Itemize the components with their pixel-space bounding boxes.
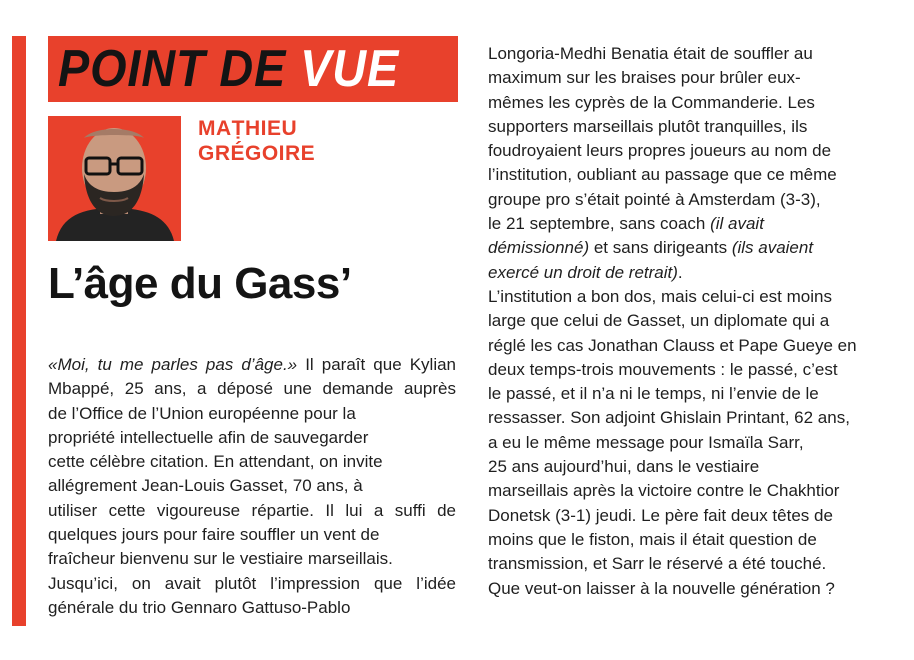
italic-aside: (il avait — [710, 214, 764, 234]
rubric-title — [58, 40, 399, 98]
text-line: mêmes les cyprès de la Commanderie. Les — [488, 92, 815, 112]
text-line: allégrement Jean-Louis Gasset, 70 ans, à — [48, 476, 363, 496]
text-line: L’institution a bon dos, mais celui-ci est moins — [488, 286, 832, 306]
text-line: Jusqu’ici, on avait plutôt l’impression que l’idée — [48, 573, 456, 593]
text-line: 25 ans aujourd’hui, dans le vestiaire — [488, 457, 760, 477]
text-line: ressasser. Son adjoint Ghislain Printant, 62 ans, — [488, 408, 850, 428]
text-line: marseillais après la victoire contre le Chakhtior — [488, 481, 840, 501]
text-line: foudroyaient leurs propres joueurs au nom de — [488, 141, 832, 161]
text-line: maximum sur les braises pour brûler eux- — [488, 68, 801, 88]
text-line: deux temps-trois mouvements : le passé, c’est — [488, 359, 838, 379]
italic-aside: démissionné) — [488, 238, 590, 258]
text-line: supporters marseillais plutôt tranquilles, ils — [488, 116, 808, 136]
text-line: cette célèbre citation. En attendant, on invite — [48, 452, 383, 472]
text-line: Mbappé, 25 ans, a déposé une demande auprès — [48, 379, 456, 399]
text-line: propriété intellectuelle afin de sauvegarder — [48, 427, 369, 447]
author-first-name: MAṬHIEU — [198, 117, 298, 140]
text-line: transmission, et Sarr le réservé a été touché. — [488, 554, 827, 574]
quote-italic: «Moi, tu me parles pas d’âge.» — [48, 355, 298, 374]
rubric-word-2: VUE — [300, 40, 400, 98]
text-line: moins que le fiston, mais il était question de — [488, 529, 817, 549]
author-portrait — [48, 116, 181, 241]
right-column — [488, 42, 886, 601]
author-photo-icon — [48, 116, 181, 241]
text-line: de l’Office de l’Union européenne pour la — [48, 403, 356, 423]
text-line: le 21 septembre, sans coach (il avait — [488, 214, 764, 234]
text-line: le passé, et il n’a ni le temps, ni l’envie de le — [488, 384, 819, 404]
author-last-name: GRÉGOIRE — [198, 142, 316, 165]
text-line: a eu le même message pour Ismaïla Sarr, — [488, 432, 804, 452]
text-line: réglé les cas Jonathan Clauss et Pape Gueye en — [488, 335, 857, 355]
italic-aside: (ils avaient — [731, 238, 814, 258]
article-headline: L’âge du Gass’ — [48, 259, 352, 308]
text-line: groupe pro s’était pointé à Amsterdam (3-3), — [488, 189, 821, 209]
text-line: générale du trio Gennaro Gattuso-Pablo — [48, 597, 351, 617]
text-line: quelques jours pour faire souffler un vent de — [48, 525, 380, 545]
text-line: exercé un droit de retrait). — [488, 262, 683, 282]
italic-aside: exercé un droit de retrait) — [488, 262, 678, 282]
section-rubric — [48, 36, 458, 102]
left-column — [48, 353, 456, 620]
text-line: large que celui de Gasset, un diplomate qui a — [488, 311, 830, 331]
accent-side-bar — [12, 36, 26, 626]
rubric-word-1: POINT DE — [58, 40, 287, 98]
text-line: l’institution, oubliant au passage que ce même — [488, 165, 837, 185]
text-line: «Moi, tu me parles pas d’âge.» Il paraît que Kylian — [48, 355, 457, 374]
text-line: Que veut-on laisser à la nouvelle génération ? — [488, 578, 835, 598]
text-line: Donetsk (3-1) jeudi. Le père fait deux têtes de — [488, 505, 833, 525]
text-line: Longoria-Medhi Benatia était de souffler au — [488, 44, 813, 63]
text-line: fraîcheur bienvenu sur le vestiaire marseillais. — [48, 549, 393, 569]
text-line: utiliser cette vigoureuse répartie. Il lui a suffi de — [48, 500, 456, 520]
author-byline — [198, 116, 315, 166]
text-line: démissionné) et sans dirigeants (ils avaient — [488, 238, 814, 258]
